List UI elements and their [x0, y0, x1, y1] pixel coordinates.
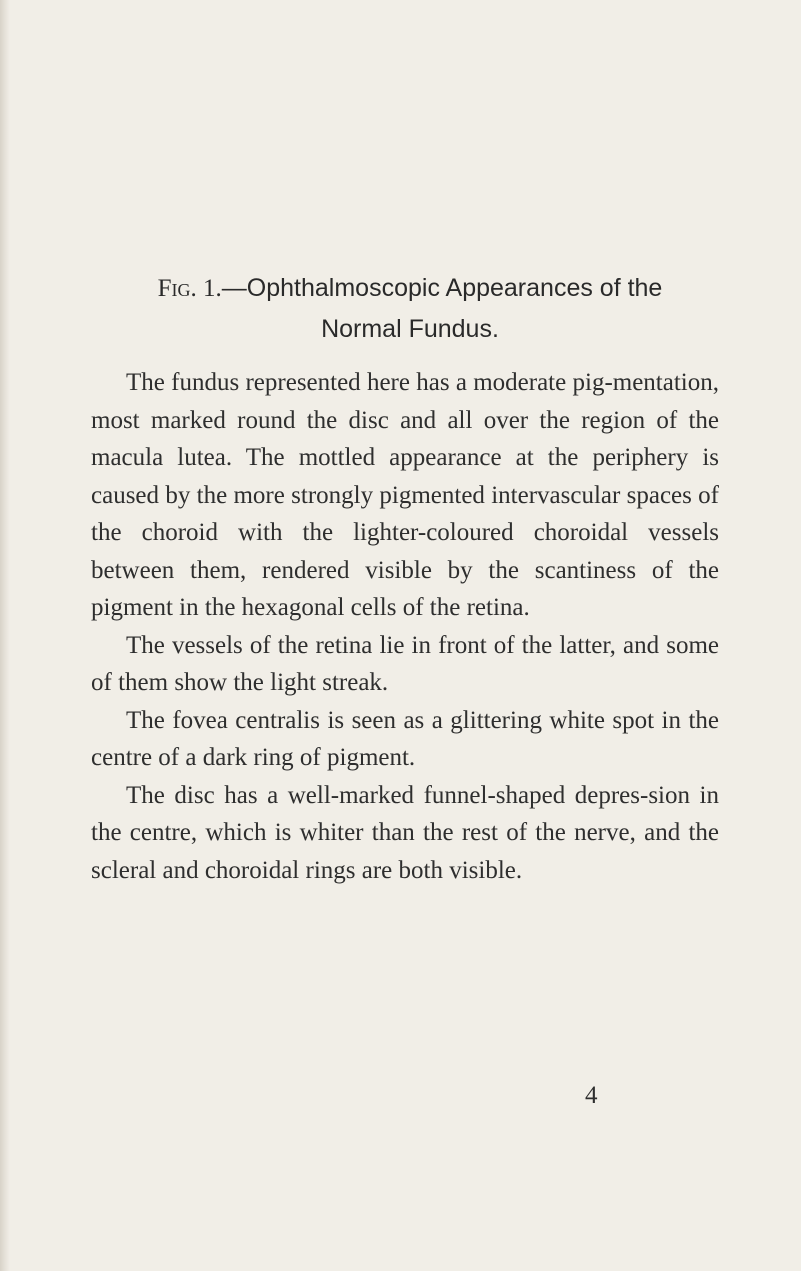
paragraph: The fovea centralis is seen as a glittering white spot in the centre of a dark ring of pigment.	[91, 706, 719, 771]
figure-caption	[90, 268, 730, 350]
page-number: 4	[585, 1082, 598, 1109]
figure-description	[91, 364, 719, 889]
paragraph: The fundus represented here has a moderate pig-mentation, most marked round the disc and all over the region of the macula lutea. The mottled appearance at the periphery is caused by the more strongly pigmented intervascular spaces of the choroid with the lighter-coloured choroidal vessels between them, rendered visible by the scantiness of the pigment in the hexagonal cells of the retina.	[91, 369, 719, 621]
caption-title-part-2: Normal Fundus.	[321, 315, 499, 343]
paragraph: The vessels of the retina lie in front of the latter, and some of them show the light streak.	[91, 631, 719, 696]
paragraph: The disc has a well-marked funnel-shaped depres-sion in the centre, which is whiter than the rest of the nerve, and the scleral and choroidal rings are both visible.	[91, 781, 719, 884]
figure-label: Fig. 1.	[157, 275, 222, 302]
page-edge-shadow	[0, 0, 10, 1271]
caption-line-1	[90, 268, 730, 309]
caption-title-part-1: —Ophthalmoscopic Appearances of the	[221, 274, 663, 302]
